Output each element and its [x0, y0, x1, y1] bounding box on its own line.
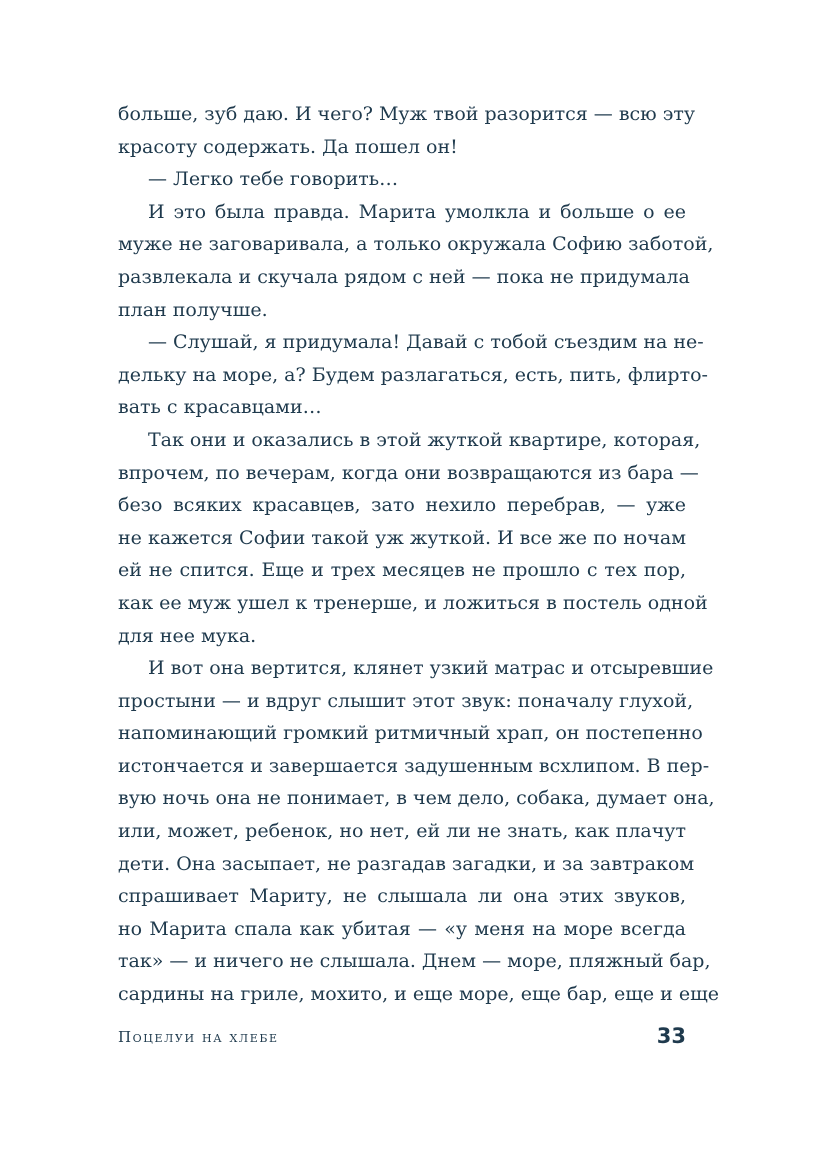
text-line: так» — и ничего не слышала. Днем — море, пляжный бар,	[118, 950, 711, 973]
text-line: или, может, ребенок, но нет, ей ли не знать, как плачут	[118, 820, 686, 843]
text-line: спрашивает Мариту, не слышала ли она этих звуков,	[118, 885, 686, 908]
text-line: вать с красавцами…	[118, 396, 322, 419]
text-line: дельку на море, а? Будем разлагаться, есть, пить, флирто-	[118, 363, 708, 386]
body-text	[118, 98, 719, 1011]
text-line: И это была правда. Марита умолкла и больше о ее	[148, 200, 686, 223]
text-line: красоту содержать. Да пошел он!	[118, 135, 458, 158]
text-line: напоминающий громкий ритмичный храп, он постепенно	[118, 722, 703, 745]
text-line: вую ночь она не понимает, в чем дело, собака, думает она,	[118, 787, 715, 810]
text-line: развлекала и скучала рядом с ней — пока не придумала	[118, 265, 690, 288]
text-line: сардины на гриле, мохито, и еще море, еще бар, еще и еще	[118, 983, 719, 1006]
text-line: ей не спится. Еще и трех месяцев не прошло с тех пор,	[118, 559, 686, 582]
text-line: впрочем, по вечерам, когда они возвращаются из бара —	[118, 461, 699, 484]
text-line: не кажется Софии такой уж жуткой. И все же по ночам	[118, 526, 686, 549]
running-title: Поцелуи на хлебе	[118, 1028, 279, 1046]
text-line: — Легко тебе говорить…	[148, 168, 399, 191]
text-line: дети. Она засыпает, не разгадав загадки, и за завтраком	[118, 852, 695, 875]
text-line: больше, зуб даю. И чего? Муж твой разорится — всю эту	[118, 103, 696, 125]
text-line: простыни — и вдруг слышит этот звук: поначалу глухой,	[118, 689, 694, 712]
text-line: безо всяких красавцев, зато нехило перебрав, — уже	[118, 494, 686, 517]
text-line: И вот она вертится, клянет узкий матрас и отсыревшие	[148, 657, 714, 680]
page-footer	[118, 1024, 686, 1054]
text-line: муже не заговаривала, а только окружала Софию заботой,	[118, 233, 714, 256]
text-line: но Марита спала как убитая — «у меня на море всегда	[118, 917, 686, 940]
text-line: — Слушай, я придумала! Давай с тобой съездим на не-	[148, 331, 704, 354]
text-line: план получше.	[118, 298, 268, 321]
text-line: Так они и оказались в этой жуткой квартире, которая,	[148, 428, 701, 451]
text-line: для нее мука.	[118, 624, 257, 647]
text-line: истончается и завершается задушенным всхлипом. В пер-	[118, 754, 710, 777]
page-number: 33	[656, 1024, 686, 1048]
text-line: как ее муж ушел к тренерше, и ложиться в постель одной	[118, 591, 708, 614]
